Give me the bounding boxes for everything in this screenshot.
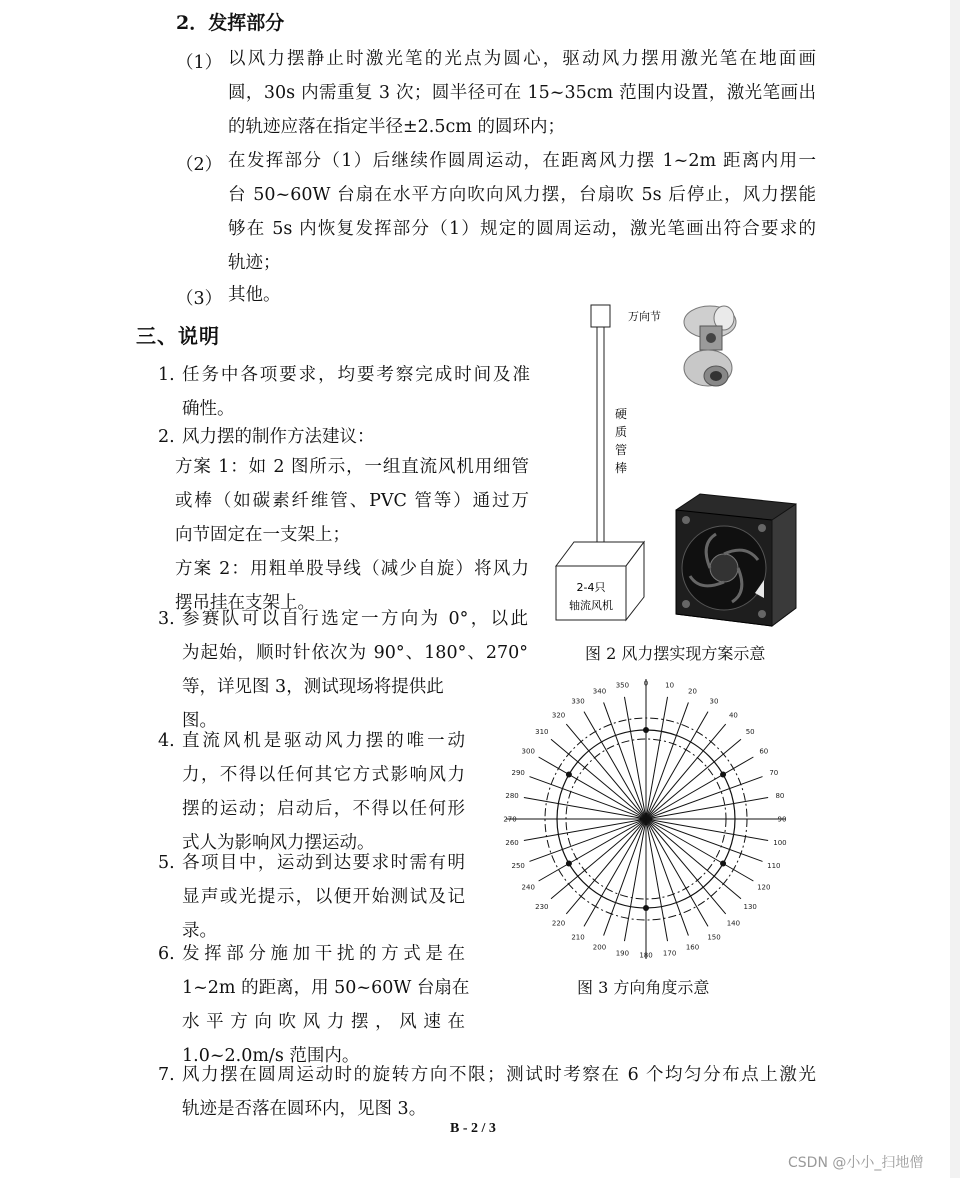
dial-angle-label: 320: [551, 711, 566, 720]
dial-angle-label: 70: [769, 768, 779, 777]
text-line: 显声或光提示，以便开始测试及记: [182, 887, 465, 907]
dial-angle-label: 170: [662, 949, 677, 958]
text-line: 发挥部分施加干扰的方式是在: [182, 944, 465, 964]
text-line: 为起始，顺时针依次为 90°、180°、270°: [182, 643, 528, 663]
item-number: 1.: [158, 365, 175, 385]
text-line: 参赛队可以自行选定一方向为 0°，以此: [182, 609, 528, 629]
text-line: 1.0~2.0m/s 范围内。: [182, 1046, 360, 1066]
dial-angle-label: 90: [777, 815, 787, 824]
page-number: B - 2 / 3: [450, 1121, 496, 1136]
paragraph-note-2-body: [175, 450, 529, 620]
csdn-watermark: CSDN @小小_扫地僧: [788, 1155, 924, 1171]
figure-3-caption: 图 3 方向角度示意: [577, 978, 710, 997]
item-number: 3.: [158, 609, 175, 629]
dial-check-point: [720, 861, 726, 867]
dial-check-point: [643, 727, 649, 733]
item-number: 6.: [158, 944, 175, 964]
text-line: 式人为影响风力摆运动。: [182, 833, 375, 853]
text-line: 摆的运动；启动后，不得以任何形: [182, 799, 465, 819]
dial-angle-label: 0: [643, 679, 649, 688]
dial-angle-label: 210: [571, 933, 585, 942]
figure-2-drawing: [550, 298, 810, 638]
text-line: 台 50~60W 台扇在水平方向吹向风力摆，台扇吹 5s 后停止，风力摆能: [228, 185, 816, 205]
dial-angle-label: 250: [511, 862, 525, 871]
text-line: 圆，30s 内需重复 3 次；圆半径可在 15~35cm 范围内设置，激光笔画出: [228, 83, 816, 103]
paragraph-note-2-title: [182, 420, 375, 454]
text-line: 确性。: [182, 399, 235, 419]
dial-check-point: [566, 861, 572, 867]
figure-2-caption: 图 2 风力摆实现方案示意: [585, 644, 766, 663]
dial-angle-label: 130: [743, 902, 757, 911]
item-number: 2.: [158, 427, 175, 447]
dial-angle-label: 110: [767, 862, 781, 871]
rod-label-char: 硬: [614, 407, 628, 421]
text-line: 轨迹；: [228, 253, 281, 273]
dial-angle-label: 270: [503, 815, 517, 824]
dial-check-point: [643, 905, 649, 911]
dial-angle-label: 280: [505, 791, 519, 800]
text-line: 任务中各项要求，均要考察完成时间及准: [182, 365, 530, 385]
paragraph-fahui-3: [228, 278, 281, 312]
dial-spokes: [506, 679, 786, 959]
dial-angle-label: 200: [592, 943, 607, 952]
text-line: 直流风机是驱动风力摆的唯一动: [182, 731, 465, 751]
dial-angle-label: 150: [707, 933, 721, 942]
rod-label-char: 棒: [614, 461, 628, 475]
item-number: 4.: [158, 731, 175, 751]
dial-angle-label: 350: [615, 681, 630, 690]
text-line: 方案 2：用粗单股导线（减少自旋）将风力: [175, 559, 529, 579]
item-number: （3）: [176, 289, 223, 309]
paragraph-note-3: [182, 602, 528, 738]
dial-angle-label: 220: [551, 919, 566, 928]
paragraph-note-6: [182, 937, 470, 1073]
dial-check-point: [720, 772, 726, 778]
item-number: （2）: [176, 155, 223, 175]
rod-label-char: 质: [614, 425, 628, 439]
axial-fan-photo: [676, 494, 796, 626]
dial-angle-label: 260: [505, 839, 519, 848]
dial-angle-label: 30: [709, 697, 719, 706]
text-line: 录。: [182, 921, 217, 941]
dial-angle-label: 330: [571, 697, 585, 706]
dial-angle-label: 290: [511, 768, 525, 777]
dial-angle-label: 230: [535, 902, 549, 911]
text-line: 在发挥部分（1）后继续作圆周运动，在距离风力摆 1~2m 距离内用一: [228, 151, 816, 171]
text-line: 等，详见图 3，测试现场将提供此: [182, 677, 444, 697]
text-line: 图。: [182, 711, 217, 731]
figure-2-wind-pendulum: [550, 298, 810, 638]
text-line: 够在 5s 内恢复发挥部分（1）规定的圆周运动，激光笔画出符合要求的: [228, 219, 816, 239]
text-line: 方案 1：如 2 图所示，一组直流风机用细管: [175, 457, 529, 477]
rod: [597, 327, 604, 552]
text-line: 风力摆在圆周运动时的旋转方向不限；测试时考察在 6 个均匀分布点上激光: [182, 1065, 816, 1085]
section-heading-shuoming: 三、说明: [136, 324, 220, 348]
dial-angle-label: 80: [775, 791, 785, 800]
dial-angle-label: 340: [592, 687, 607, 696]
text-line: 风力摆的制作方法建议：: [182, 427, 375, 447]
fan-box-label-line: 2-4只: [576, 581, 606, 594]
paragraph-note-5: [182, 846, 465, 948]
paragraph-note-4: [182, 724, 465, 860]
text-line: 以风力摆静止时激光笔的光点为圆心，驱动风力摆用激光笔在地面画: [228, 49, 816, 69]
figure-3-angle-dial: [490, 678, 802, 968]
universal-joint-photo: [678, 298, 738, 398]
paragraph-fahui-2: [228, 144, 816, 280]
dial-check-point: [566, 772, 572, 778]
paragraph-fahui-1: [228, 42, 816, 144]
item-number: （1）: [176, 53, 223, 73]
fan-box-label-line: 轴流风机: [569, 599, 613, 612]
item-number: 7.: [158, 1065, 175, 1085]
text-line: 摆吊挂在支架上。: [175, 593, 315, 613]
paragraph-note-1: [182, 358, 530, 426]
dial-angle-label: 140: [726, 919, 741, 928]
dial-angle-label: 180: [639, 951, 653, 960]
vertical-scrollbar[interactable]: [950, 0, 960, 1178]
text-line: 1~2m 的距离，用 50~60W 台扇在: [182, 978, 470, 998]
angle-dial: [490, 678, 802, 968]
rod-label-char: 管: [614, 443, 628, 457]
text-line: 力，不得以任何其它方式影响风力: [182, 765, 465, 785]
dial-angle-label: 100: [773, 839, 787, 848]
text-line: 的轨迹应落在指定半径±2.5cm 的圆环内；: [228, 117, 565, 137]
text-line: 水平方向吹风力摆，风速在: [182, 1012, 465, 1032]
text-line: 向节固定在一支架上；: [175, 525, 350, 545]
dial-angle-label: 310: [535, 728, 549, 737]
text-line: 其他。: [228, 285, 281, 305]
dial-angle-label: 20: [688, 687, 697, 696]
universal-joint-label: 万向节: [628, 310, 661, 323]
dial-angle-label: 60: [759, 747, 769, 756]
dial-angle-label: 300: [521, 747, 535, 756]
dial-angle-label: 50: [745, 728, 755, 737]
dial-angle-label: 120: [757, 883, 771, 892]
dial-angle-label: 160: [685, 943, 700, 952]
text-line: 轨迹是否落在圆环内，见图 3。: [182, 1099, 427, 1119]
dial-angle-label: 40: [728, 711, 738, 720]
rod-top-cap: [591, 305, 610, 327]
dial-angle-label: 10: [665, 681, 675, 690]
text-line: 或棒（如碳素纤维管、PVC 管等）通过万: [175, 491, 529, 511]
paragraph-note-7: [182, 1058, 816, 1126]
dial-angle-label: 190: [615, 949, 630, 958]
text-line: 各项目中，运动到达要求时需有明: [182, 853, 465, 873]
item-number: 5.: [158, 853, 175, 873]
section-heading-fahui: 2．发挥部分: [176, 12, 285, 34]
dial-angle-label: 240: [521, 883, 535, 892]
